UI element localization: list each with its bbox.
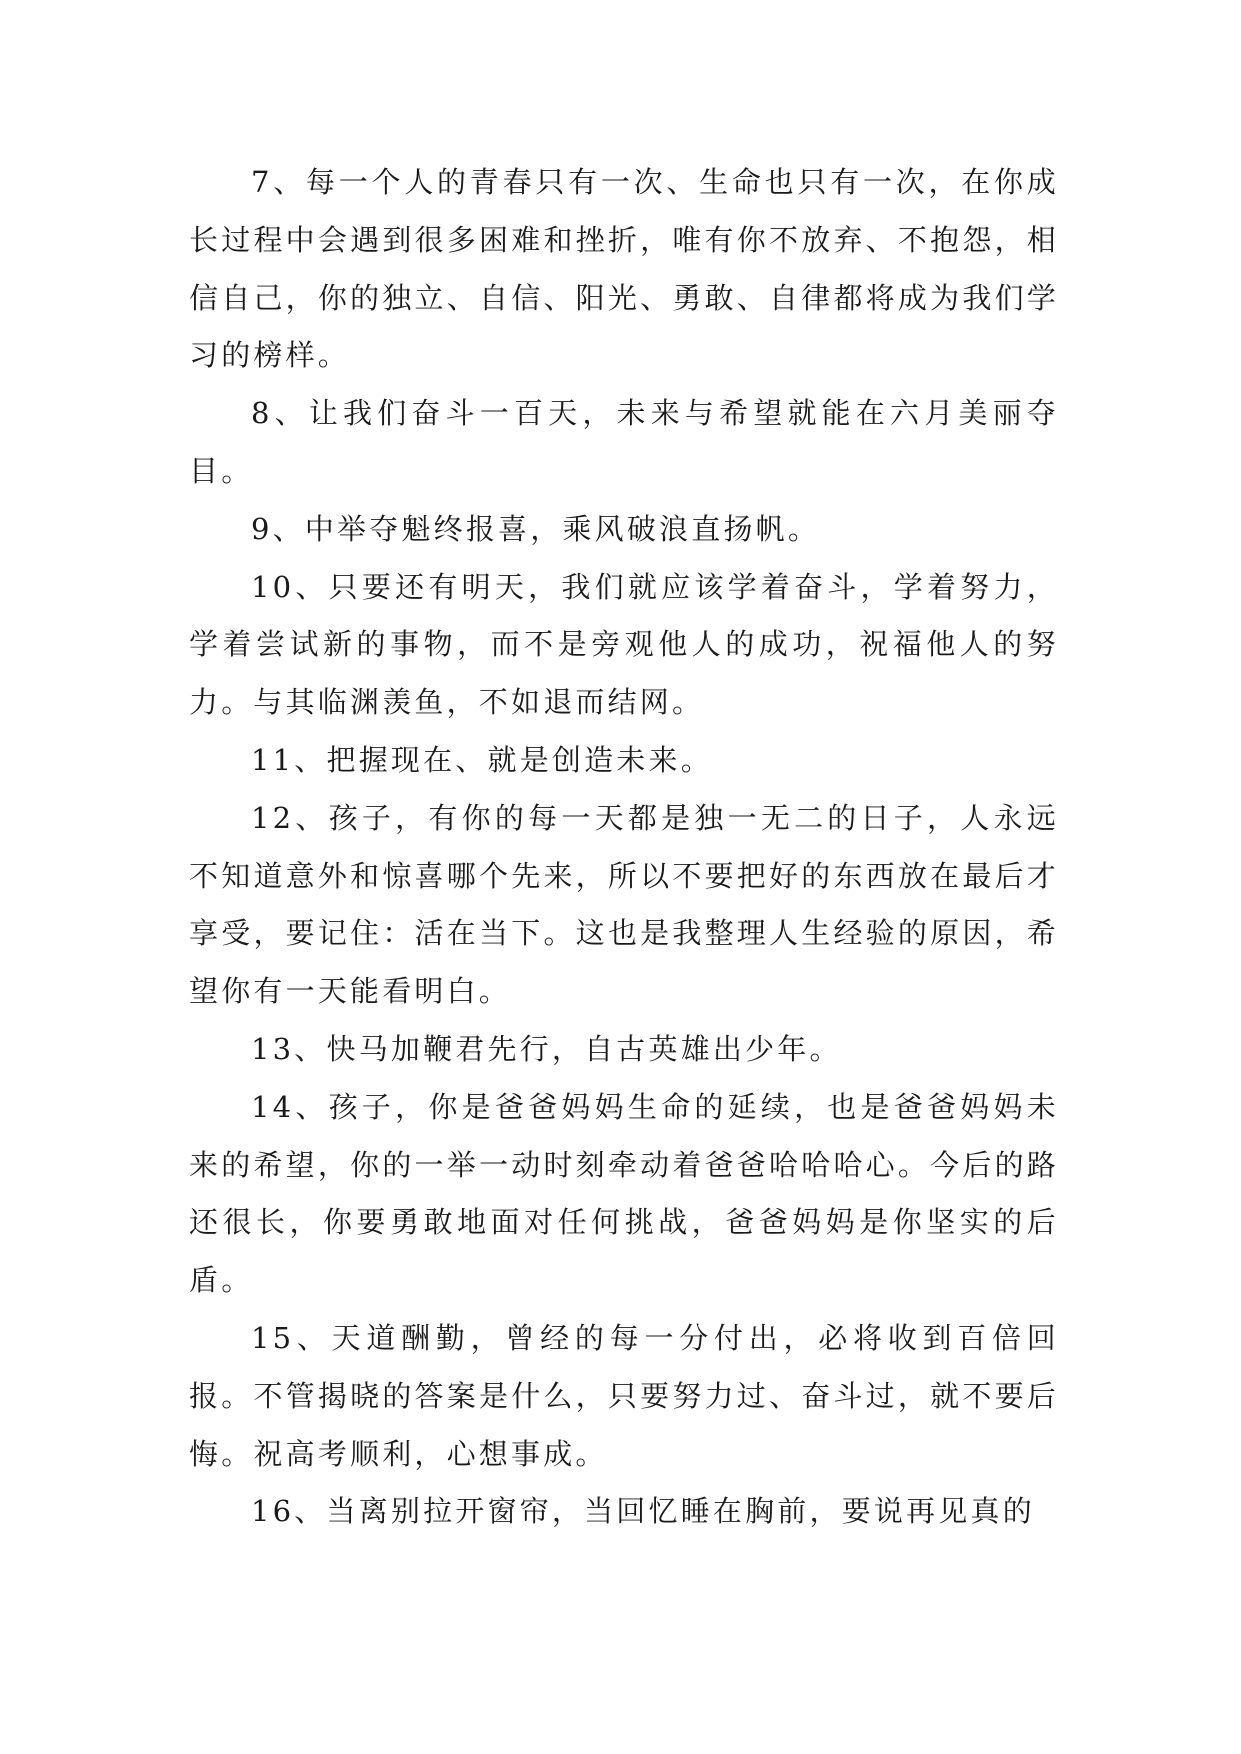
paragraph-14: 14、孩子，你是爸爸妈妈生命的延续，也是爸爸妈妈未来的希望，你的一举一动时刻牵动着爸爸哈哈哈心。今后的路还很长，你要勇敢地面对任何挑战，爸爸妈妈是你坚实的后盾。 [189,1089,1059,1298]
paragraph-11: 11、把握现在、就是创造未来。 [251,742,713,777]
paragraph-10: 10、只要还有明天，我们就应该学着奋斗，学着努力，学着尝试新的事物，而不是旁观他人的成功，祝福他人的努力。与其临渊羡鱼，不如退而结网。 [189,569,1059,720]
paragraph-16: 16、当离别拉开窗帘，当回忆睡在胸前，要说再见真的 [251,1494,1035,1529]
document-body [189,154,1059,1541]
paragraph-7: 7、每一个人的青春只有一次、生命也只有一次，在你成长过程中会遇到很多困难和挫折，唯有你不放弃、不抱怨，相信自己，你的独立、自信、阳光、勇敢、自律都将成为我们学习的榜样。 [189,165,1059,373]
paragraph-13: 13、快马加鞭君先行，自古英雄出少年。 [251,1031,842,1066]
paragraph-15: 15、天道酬勤，曾经的每一分付出，必将收到百倍回报。不管揭晓的答案是什么，只要努力过、奋斗过，就不要后悔。祝高考顺利，心想事成。 [189,1320,1059,1471]
paragraph-12: 12、孩子，有你的每一天都是独一无二的日子，人永远不知道意外和惊喜哪个先来，所以不要把好的东西放在最后才享受，要记住：活在当下。这也是我整理人生经验的原因，希望你有一天能看明白。 [189,800,1059,1009]
paragraph-9: 9、中举夺魁终报喜，乘风破浪直扬帆。 [251,511,821,546]
paragraph-8: 8、让我们奋斗一百天，未来与希望就能在六月美丽夺目。 [189,396,1059,488]
